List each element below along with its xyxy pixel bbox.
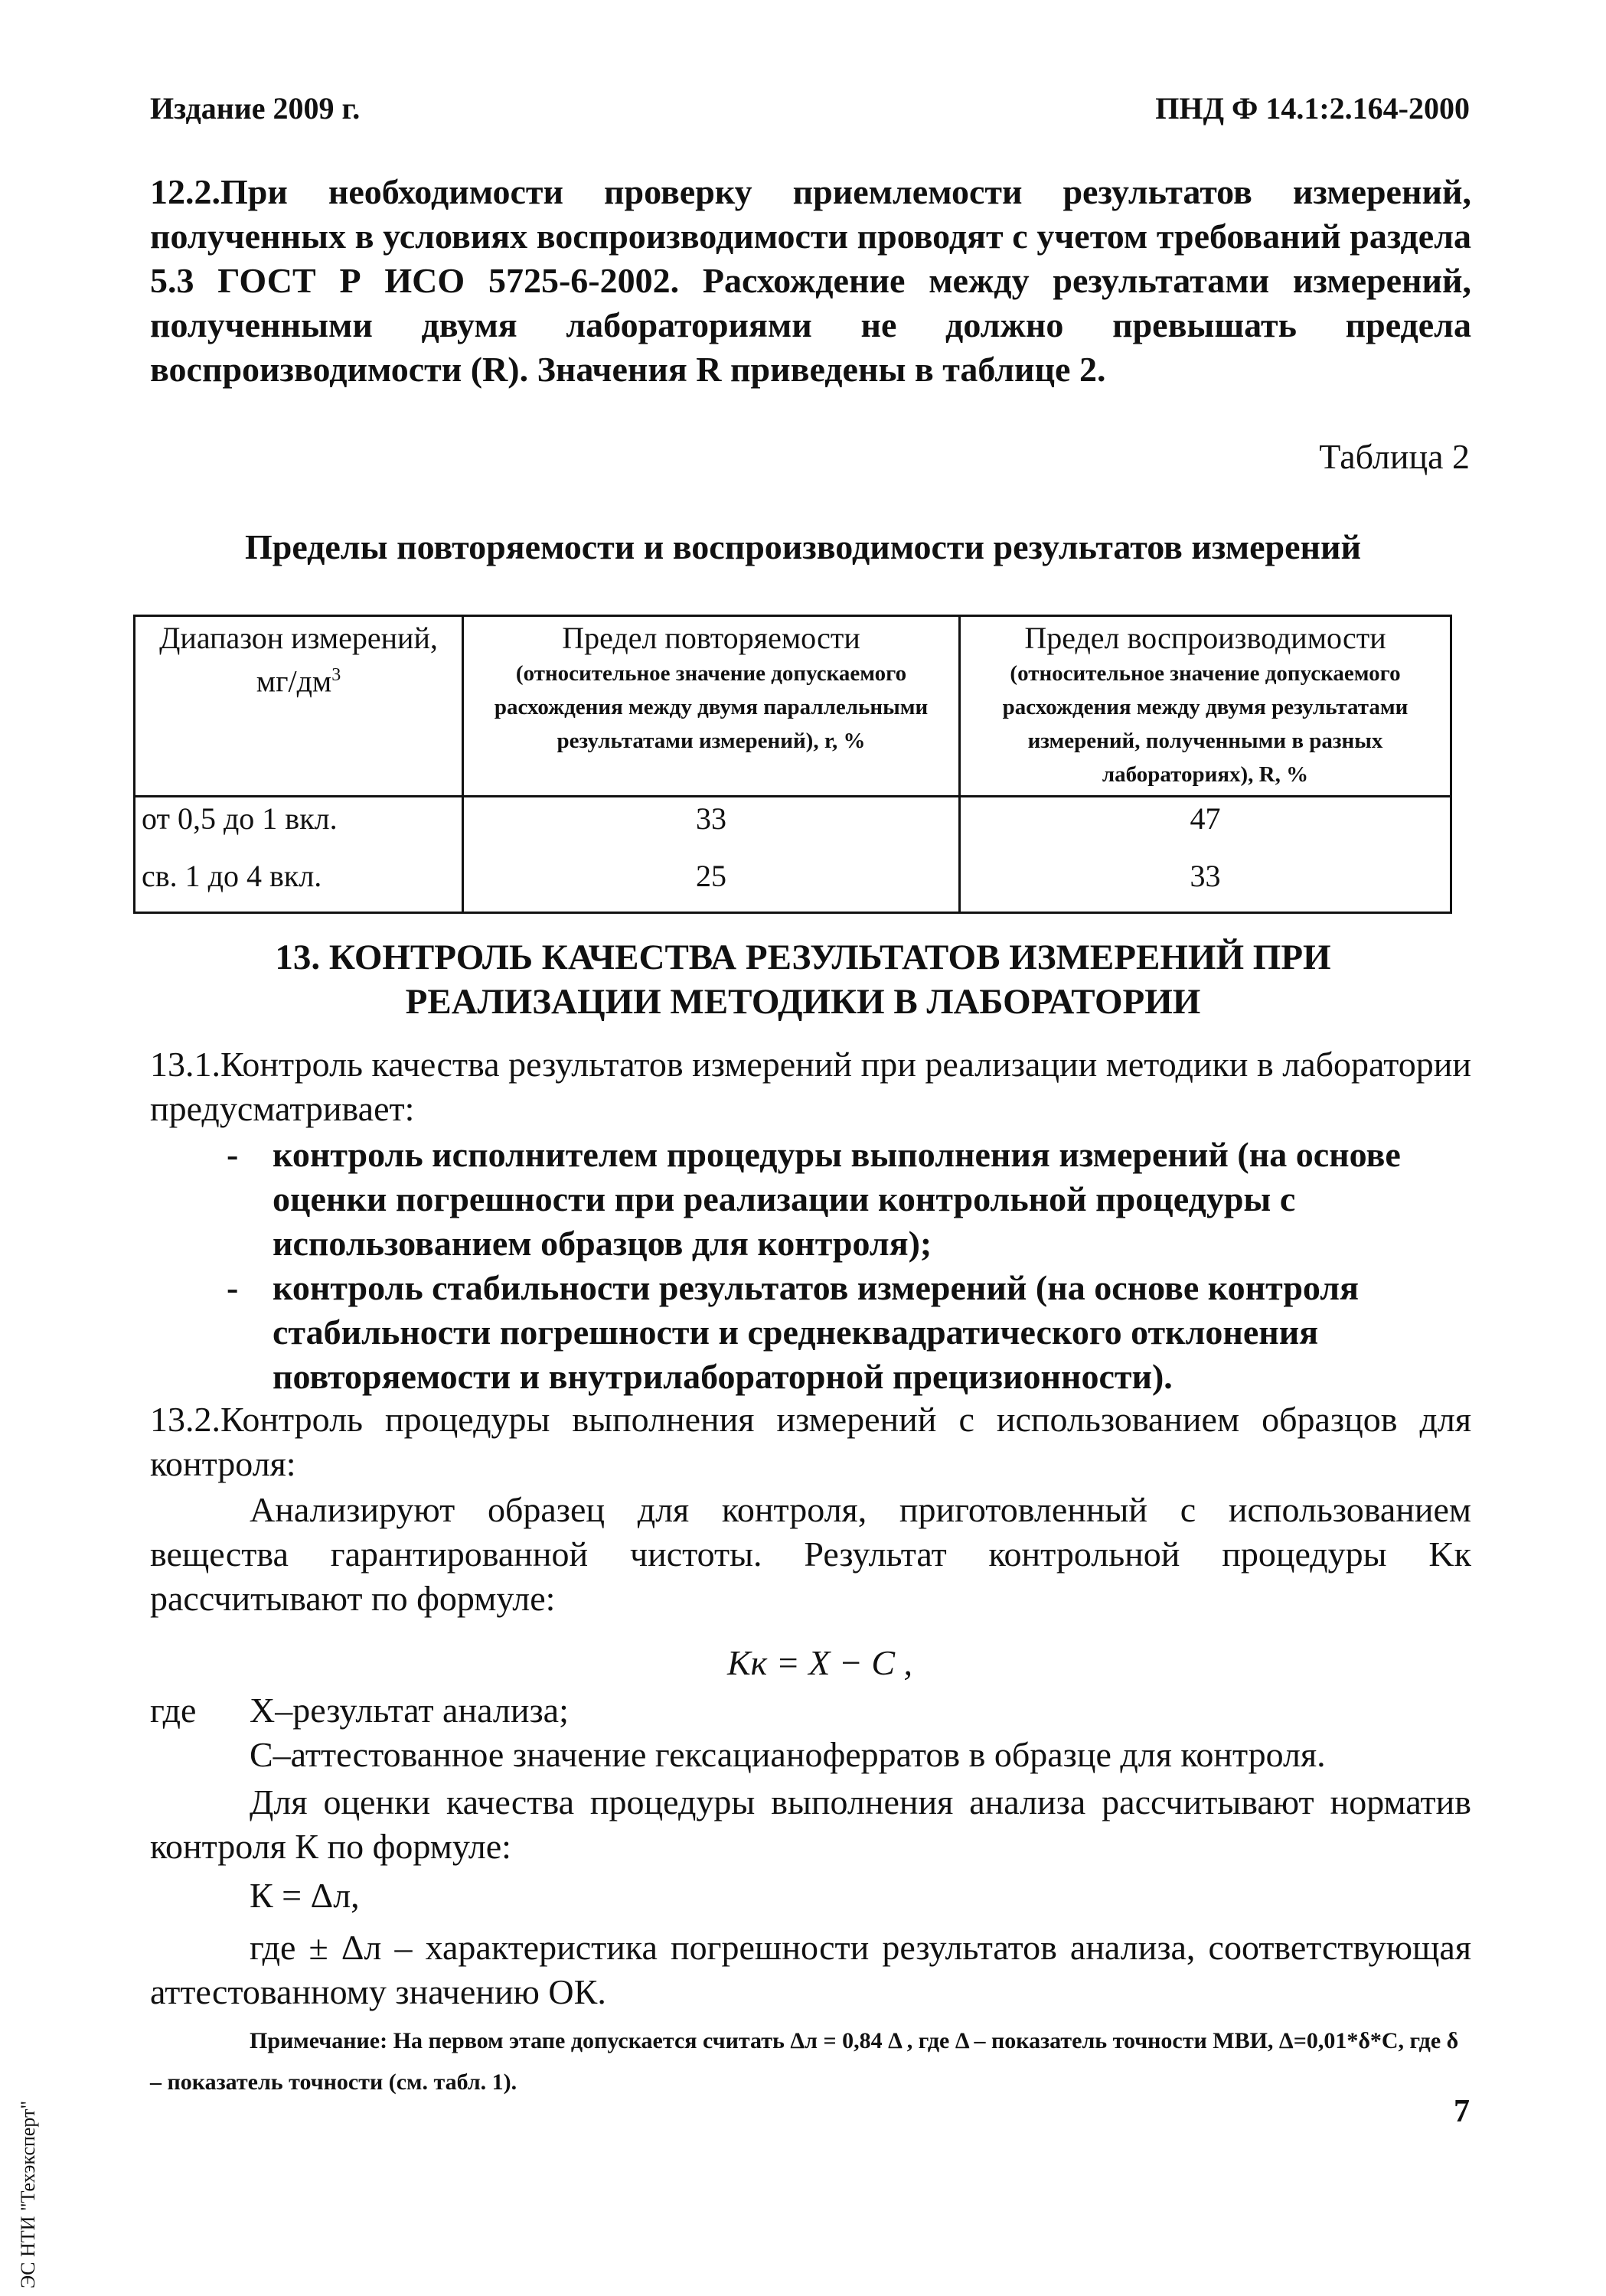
table-row — [135, 797, 1451, 855]
header-range — [135, 616, 463, 797]
header-reproducibility — [960, 616, 1451, 797]
watermark: ЭС НТИ "Техэксперт" — [17, 2100, 39, 2288]
list-item — [150, 1266, 1471, 1399]
header-title: Предел воспроизводимости — [1024, 621, 1386, 655]
cell-R: 33 — [960, 855, 1451, 913]
paragraph-13-2: 13.2.Контроль процедуры выполнения измерений с использованием образцов для контроля: — [150, 1400, 1471, 1483]
cell-r: 33 — [463, 797, 960, 855]
where-label: где — [150, 1691, 197, 1730]
where-x: X–результат анализа; — [250, 1691, 569, 1730]
section-13-heading — [0, 935, 1606, 1024]
list-item — [150, 1133, 1471, 1266]
cell-range: св. 1 до 4 вкл. — [135, 855, 463, 913]
paragraph-13-1: 13.1.Контроль качества результатов измерений при реализации методики в лаборатории предусматривает: — [150, 1045, 1471, 1128]
bullet-text: контроль исполнителем процедуры выполнения измерений (на основе оценки погрешности при реализации контрольной процедуры с использованием образцов для контроля); — [273, 1135, 1401, 1263]
header-range-title: Диапазон измерений, мг/дм — [159, 621, 438, 699]
header-repeatability — [463, 616, 960, 797]
bullet-marker: - — [227, 1268, 239, 1307]
table-label: Таблица 2 — [1319, 437, 1470, 476]
heading-line: 13. КОНТРОЛЬ КАЧЕСТВА РЕЗУЛЬТАТОВ ИЗМЕРЕНИЙ ПРИ — [275, 938, 1331, 977]
page-number: 7 — [1454, 2094, 1470, 2129]
cell-R: 47 — [960, 797, 1451, 855]
formula-kk: Kк = X − C , — [727, 1643, 913, 1682]
cell-range: от 0,5 до 1 вкл. — [135, 797, 463, 855]
where-c: С–аттестованное значение гексацианоферратов в образце для контроля. — [250, 1735, 1326, 1774]
edition-header: Издание 2009 г. — [150, 91, 361, 126]
table-row — [135, 855, 1451, 913]
paragraph-analyze: Анализируют образец для контроля, приготовленный с использованием вещества гарантированной чистоты. Результат контрольной процедуры Kк рассчитывают по формуле: — [150, 1490, 1471, 1618]
table-title: Пределы повторяемости и воспроизводимости результатов измерений — [244, 527, 1361, 566]
paragraph-norm: Для оценки качества процедуры выполнения анализа рассчитывают норматив контроля К по формуле: — [150, 1782, 1471, 1866]
cell-r: 25 — [463, 855, 960, 913]
table-header-row — [135, 616, 1451, 797]
superscript: 3 — [331, 665, 341, 685]
limits-table — [133, 615, 1452, 914]
bullet-list — [150, 1133, 1471, 1399]
heading-line: РЕАЛИЗАЦИИ МЕТОДИКИ В ЛАБОРАТОРИИ — [405, 982, 1201, 1022]
header-subtitle: (относительное значение допускаемого расхождения между двумя параллельными результатами измерений), r, % — [494, 661, 929, 753]
document-code-header: ПНД Ф 14.1:2.164-2000 — [1155, 91, 1470, 126]
note: Примечание: На первом этапе допускается считать Δл = 0,84 Δ , где Δ – показатель точности МВИ, Δ=0,01*δ*С, где δ – показатель точности (см. табл. 1). — [150, 2028, 1459, 2095]
bullet-text: контроль стабильности результатов измерений (на основе контроля стабильности погрешности и среднеквадратического отклонения повторяемости и внутрилабораторной прецизионности). — [273, 1268, 1359, 1396]
paragraph-where-delta: где ± Δл – характеристика погрешности результатов анализа, соответствующая аттестованному значению ОК. — [150, 1928, 1471, 2011]
paragraph-12-2: 12.2.При необходимости проверку приемлемости результатов измерений, полученных в условиях воспроизводимости проводят с учетом требований раздела 5.3 ГОСТ Р ИСО 5725-6-2002. Расхождение между результатами измерений, полученными двумя лабораториями не должно превышать предела воспроизводимости (R). Значения R приведены в таблице 2. — [150, 172, 1471, 389]
header-subtitle: (относительное значение допускаемого расхождения между двумя результатами измерений, полученными в разных лабораториях), R, % — [1002, 661, 1409, 787]
bullet-marker: - — [227, 1135, 239, 1174]
header-title: Предел повторяемости — [562, 621, 860, 655]
formula-k: К = Δл, — [250, 1876, 360, 1915]
